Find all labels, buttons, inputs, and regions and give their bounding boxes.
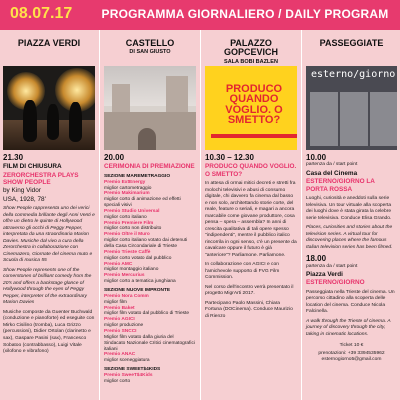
column-divider	[301, 30, 302, 400]
event-description: In attesa di ormai mitici decreti e stretti fra molochi televisivi e abusi di consumo digitale, chi davvero fa cinema dal basso e non solo, architettando storie corte, del reale, feature o seriali, e magari a ancora marcabile come giovane produttore, cosa pensa – spera – assembla? In anni di crescita qualitativa di tali opere spesso "indipendenti", mentre il pubblico italico rincorrila in ogni senso, c'è un presente da cavalcare oppure il futuro è già "anteriore"? Parliamone. Parliamone.	[205, 181, 297, 258]
award-prize-description: miglior montaggio italiano	[104, 267, 159, 273]
award-item	[104, 191, 196, 209]
venue-title: PASSEGGIATE	[319, 38, 384, 48]
award-prize-description: miglior corto italiano votato dai detenuti della Casa Circondariale di Trieste	[104, 238, 188, 250]
tour-title: ESTERNO/GIORNO LA PORTA ROSSA	[306, 178, 375, 193]
award-item	[104, 329, 196, 352]
award-section-list	[104, 294, 196, 364]
award-item	[104, 373, 196, 385]
column-piazza-verdi	[0, 30, 98, 400]
esterno-giorno-image	[306, 66, 397, 150]
award-prize-name: Premio SNCCI	[104, 328, 137, 334]
award-section-title: SEZIONE SWEET$4KIDS	[104, 367, 161, 373]
award-prize-name: Premio SweeT$4Kids	[104, 373, 153, 379]
award-prize-description: miglior film votato dal pubblico di Trieste	[104, 311, 190, 317]
tour-description-en: Places, curiosities and stories about the television series. A virtual tour for discovering places where the famous Italian television series has been filmed.	[306, 225, 393, 250]
column-divider	[200, 30, 201, 400]
award-item	[104, 262, 196, 274]
column-passeggiate	[303, 30, 400, 400]
event-time: 10.30 – 12.30	[205, 153, 254, 162]
event-label: FILM DI CHIUSURA	[3, 163, 62, 171]
program-title: PROGRAMMA GIORNALIERO / DAILY PROGRAM	[101, 7, 389, 21]
award-prize-name: Premio Nora Comm	[104, 293, 149, 299]
award-item	[104, 273, 196, 285]
award-item	[104, 294, 196, 306]
tour-description-it: Passeggiata nella Trieste del cinema. Un percorso cittadino alla scoperta delle location del cinema. Conduce Nicola Falcinella.	[306, 289, 395, 315]
tour-start-label: partenza da / start point	[306, 162, 358, 168]
award-prize-description: Miglior film votato dalla giuria del Sindacato Nazionale Critici cinematografici italiani	[104, 334, 195, 352]
award-prize-description: miglior corto non distribuito	[104, 226, 162, 232]
event-description-en: Show People represents one of the cornerstones of brilliant comedy from the 20's and offers a backstage glance of Hollywood through the eyes of Peggy Pepper, interpreter of the extraordinary Marion Davies	[3, 267, 92, 306]
event-details: USA, 1928, 78'	[3, 195, 46, 203]
tour-title: ESTERNO/GIORNO	[306, 279, 365, 287]
award-prize-name: Premio Trieste Caffè	[104, 249, 151, 255]
award-prize-description: miglior corto di animazione ed effetti speciali visivi	[104, 197, 181, 209]
award-prize-name: Premio Makimarium	[104, 191, 150, 197]
tour-time: 18.00	[306, 254, 327, 264]
tour-start-place: Piazza Verdi	[306, 271, 343, 279]
event-time: 20.00	[104, 153, 125, 162]
award-section-list	[104, 180, 196, 285]
event-director: by King Vidor	[3, 187, 41, 195]
event-description-it: Show People rappresenta uno dei verici della commedia brillante degli Anni Venti e offre un dietro le quinte di Hollywood attraverso gli occhi di Peggy Pepper, interpretata da una straordinaria Marion Davies. Musiche dal vivo a cura della Zerorchestra in collaborazione con Cinemazero, Giornate del cinema muto e Scuola di musica 55	[3, 206, 95, 264]
award-prize-description: miglior corto a tematica junghiana	[104, 279, 176, 285]
award-prize-name: Premio ANAC	[104, 352, 136, 358]
event-credits: Musiche composte da Guenter Buchwald (conduzione e pianoforte) ed eseguite con Mirko Cisilino (tromba), Luca Grizzo (percussioni), Didier Ortolan (clarinetto e sax), Gaspare Pasini (sax), Francesco Sobatoo (contrabbasso), Luigi Vitale (xilofono e vibrafono)	[3, 309, 95, 355]
award-item	[104, 232, 196, 250]
award-item	[104, 250, 196, 262]
event-presentation: Nel corso dell'incontro verrà presentato il progetto MigrArti 2017.	[205, 284, 294, 297]
award-item	[104, 352, 196, 364]
venue-subtitle: SALA BOBI BAZLEN	[224, 58, 278, 65]
event-collaboration: In collaborazione con AGICI e con l'amichevole supporto di FVG Film Commission.	[205, 262, 280, 281]
award-prize-name: Premio Premiere Film	[104, 220, 154, 226]
award-prize-name: Premio AGICI	[104, 317, 135, 323]
poster-title: esterno/giorno	[311, 69, 396, 80]
venue-title: PALAZZO GOPCEVICH SALA BOBI BAZLEN	[202, 30, 300, 66]
award-prize-name: Premio ExtEnergy	[104, 179, 146, 185]
event-title: ZERORCHESTRA PLAYS SHOW PEOPLE	[3, 171, 79, 187]
award-prize-name: Premio Studio Universal	[104, 208, 160, 214]
award-item	[104, 221, 196, 233]
event-participants: Partecipano Paolo Massini, Chiara Fortuna (DOCinema). Conduce Maurizio di Rienzo	[205, 300, 293, 319]
award-prize-description: miglior corto	[104, 378, 131, 384]
venue-title: PIAZZA VERDI	[17, 38, 81, 48]
award-section-list	[104, 373, 196, 385]
event-title: CERIMONIA DI PREMIAZIONE	[104, 163, 195, 171]
award-prize-description: miglior corto votato dal pubblico	[104, 255, 172, 261]
program-date: 08.07.17	[10, 5, 73, 22]
tour-description-en: A walk through the Trieste of cinema. A journey of discovery through the city, taking in cinematic locations.	[306, 318, 391, 337]
award-prize-name: Premio Oltre il Muro	[104, 232, 150, 238]
column-palazzo-gopcevich	[202, 30, 300, 400]
header-bar	[0, 0, 400, 30]
tour-description-it: Luoghi, curiosità e aneddoti sulla serie televisiva. Un tour virtuale alla scoperta dei luoghi dove è stata girata la celebre serie televisiva. Conduce Elisa Grando.	[306, 195, 392, 221]
ticket-price: Ticket 10 €	[339, 343, 364, 349]
column-divider	[99, 30, 100, 400]
event-time: 21.30	[3, 153, 24, 162]
award-prize-description: miglior sceneggiatura	[104, 358, 150, 364]
award-item	[104, 180, 196, 192]
booking-phone: prenotazioni: +39 3394535962	[318, 350, 385, 356]
award-prize-description: miglior produzione	[104, 323, 144, 329]
award-section-title: SEZIONE MAREMETRAGGIO	[104, 173, 171, 179]
award-prize-description: miglior corto italiano	[104, 214, 147, 220]
book-poster-image	[205, 66, 297, 150]
award-item	[104, 317, 196, 329]
event-title: PRODUCO QUANDO VOGLIO. O SMETTO?	[205, 163, 297, 178]
award-prize-name: Premio Baket	[104, 305, 135, 311]
castle-image	[104, 66, 196, 150]
venue-subtitle: DI SAN GIUSTO	[129, 49, 171, 56]
award-prize-name: Premio AMC	[104, 261, 133, 267]
film-poster-image	[3, 66, 95, 150]
award-prize-name: Premio Mercurius	[104, 273, 145, 279]
tour-start-label: partenza da / start point	[306, 263, 358, 269]
tour-start-place: Casa del Cinema	[306, 169, 358, 177]
booking-email: esternogiorno5@gmail.com	[321, 357, 382, 363]
award-item	[104, 209, 196, 221]
tour-time: 10.00	[306, 153, 327, 162]
poster-title: PRODUCO QUANDO VOGLIO. O SMETTO?	[225, 83, 283, 127]
award-section-title: SEZIONE NUOVE IMPRONTE	[104, 287, 171, 293]
column-castello	[101, 30, 199, 400]
award-item	[104, 306, 196, 318]
award-prize-description: miglior film	[104, 299, 127, 305]
award-prize-description: miglior cartometraggio	[104, 185, 152, 191]
awards-list	[101, 174, 199, 385]
venue-title: CASTELLO DI SAN GIUSTO	[101, 30, 199, 66]
